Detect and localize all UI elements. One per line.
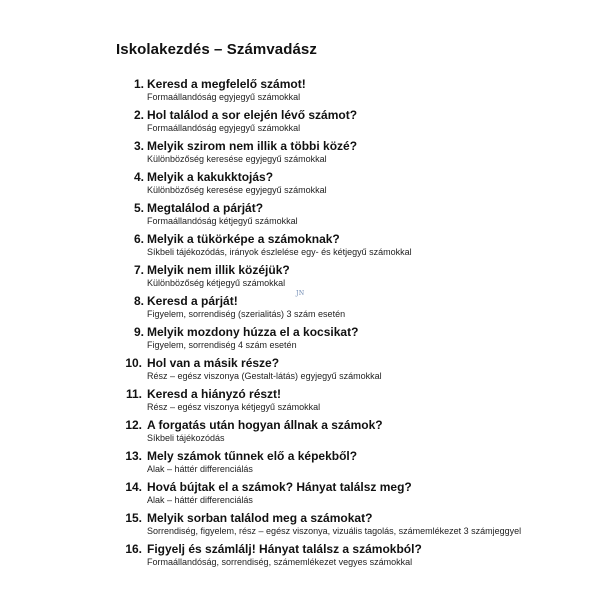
- item-number: 12.: [125, 418, 142, 432]
- item-number: 6.: [133, 232, 144, 246]
- item-subtitle: Figyelem, sorrendiség 4 szám esetén: [147, 340, 297, 350]
- item-subtitle: Figyelem, sorrendiség (szerialitás) 3 szám esetén: [147, 309, 346, 319]
- item-subtitle: Alak – háttér differenciálás: [147, 464, 253, 474]
- item-subtitle: Formaállandóság egyjegyű számokkal: [147, 92, 301, 102]
- list-item: [120, 356, 560, 382]
- item-subtitle: Különbözőség keresése egyjegyű számokkal: [147, 154, 327, 164]
- list-item: [120, 387, 560, 413]
- item-subtitle: Sorrendiség, figyelem, rész – egész viszonya, vizuális tagolás, számemlékezet 3 számjeggyel: [147, 526, 522, 536]
- list-item: [120, 418, 560, 444]
- item-title: Melyik sorban találod meg a számokat?: [147, 511, 373, 525]
- item-number: 10.: [125, 356, 142, 370]
- item-subtitle: Síkbeli tájékozódás, irányok észlelése egy- és kétjegyű számokkal: [147, 247, 412, 257]
- item-subtitle: Formaállandóság kétjegyű számokkal: [147, 216, 298, 226]
- item-title: Melyik a kakukktojás?: [147, 170, 274, 184]
- list-item: [120, 294, 560, 320]
- item-number: 4.: [133, 170, 144, 184]
- list-item: [120, 263, 560, 289]
- list-item: [120, 201, 560, 227]
- item-subtitle: Formaállandóság, sorrendiség, számemlékezet vegyes számokkal: [147, 557, 413, 567]
- item-title: Hol találod a sor elején lévő számot?: [147, 108, 358, 122]
- item-subtitle: Rész – egész viszonya (Gestalt-látás) egyjegyű számokkal: [147, 371, 382, 381]
- list-item: [120, 542, 560, 568]
- item-title: Figyelj és számlálj! Hányat találsz a számokból?: [147, 542, 422, 556]
- item-title: Keresd a hiányzó részt!: [147, 387, 282, 401]
- item-number: 15.: [125, 511, 142, 525]
- list-item: [120, 170, 560, 196]
- item-subtitle: Alak – háttér differenciálás: [147, 495, 253, 505]
- item-title: Melyik a tükörképe a számoknak?: [147, 232, 340, 246]
- item-title: Melyik mozdony húzza el a kocsikat?: [147, 325, 359, 339]
- item-subtitle: Különbözőség kétjegyű számokkal: [147, 278, 286, 288]
- item-number: 14.: [125, 480, 142, 494]
- item-subtitle: Különbözőség keresése egyjegyű számokkal: [147, 185, 327, 195]
- item-number: 5.: [133, 201, 144, 215]
- list-item: [120, 108, 560, 134]
- item-title: Mely számok tűnnek elő a képekből?: [147, 449, 358, 463]
- list-item: [120, 325, 560, 351]
- list-item: [120, 77, 560, 103]
- item-number: 1.: [133, 77, 144, 91]
- item-title: Keresd a megfelelő számot!: [147, 77, 306, 91]
- item-number: 7.: [133, 263, 144, 277]
- list-item: [120, 511, 560, 537]
- item-number: 3.: [133, 139, 144, 153]
- item-title: Keresd a párját!: [147, 294, 238, 308]
- item-number: 13.: [125, 449, 142, 463]
- item-number: 9.: [133, 325, 144, 339]
- watermark: JN: [296, 290, 305, 297]
- item-title: Melyik szirom nem illik a többi közé?: [147, 139, 358, 153]
- item-subtitle: Rész – egész viszonya kétjegyű számokkal: [147, 402, 321, 412]
- item-title: A forgatás után hogyan állnak a számok?: [147, 418, 383, 432]
- item-number: 16.: [125, 542, 142, 556]
- exercise-list: [120, 77, 560, 573]
- item-title: Hol van a másik része?: [147, 356, 280, 370]
- item-title: Melyik nem illik közéjük?: [147, 263, 290, 277]
- item-title: Megtalálod a párját?: [147, 201, 264, 215]
- item-subtitle: Formaállandóság egyjegyű számokkal: [147, 123, 301, 133]
- item-subtitle: Síkbeli tájékozódás: [147, 433, 225, 443]
- item-number: 2.: [133, 108, 144, 122]
- page-title: Iskolakezdés – Számvadász: [116, 41, 317, 58]
- item-title: Hová bújtak el a számok? Hányat találsz meg?: [147, 480, 412, 494]
- item-number: 11.: [125, 387, 142, 401]
- item-number: 8.: [133, 294, 144, 308]
- list-item: [120, 232, 560, 258]
- list-item: [120, 139, 560, 165]
- list-item: [120, 480, 560, 506]
- list-item: [120, 449, 560, 475]
